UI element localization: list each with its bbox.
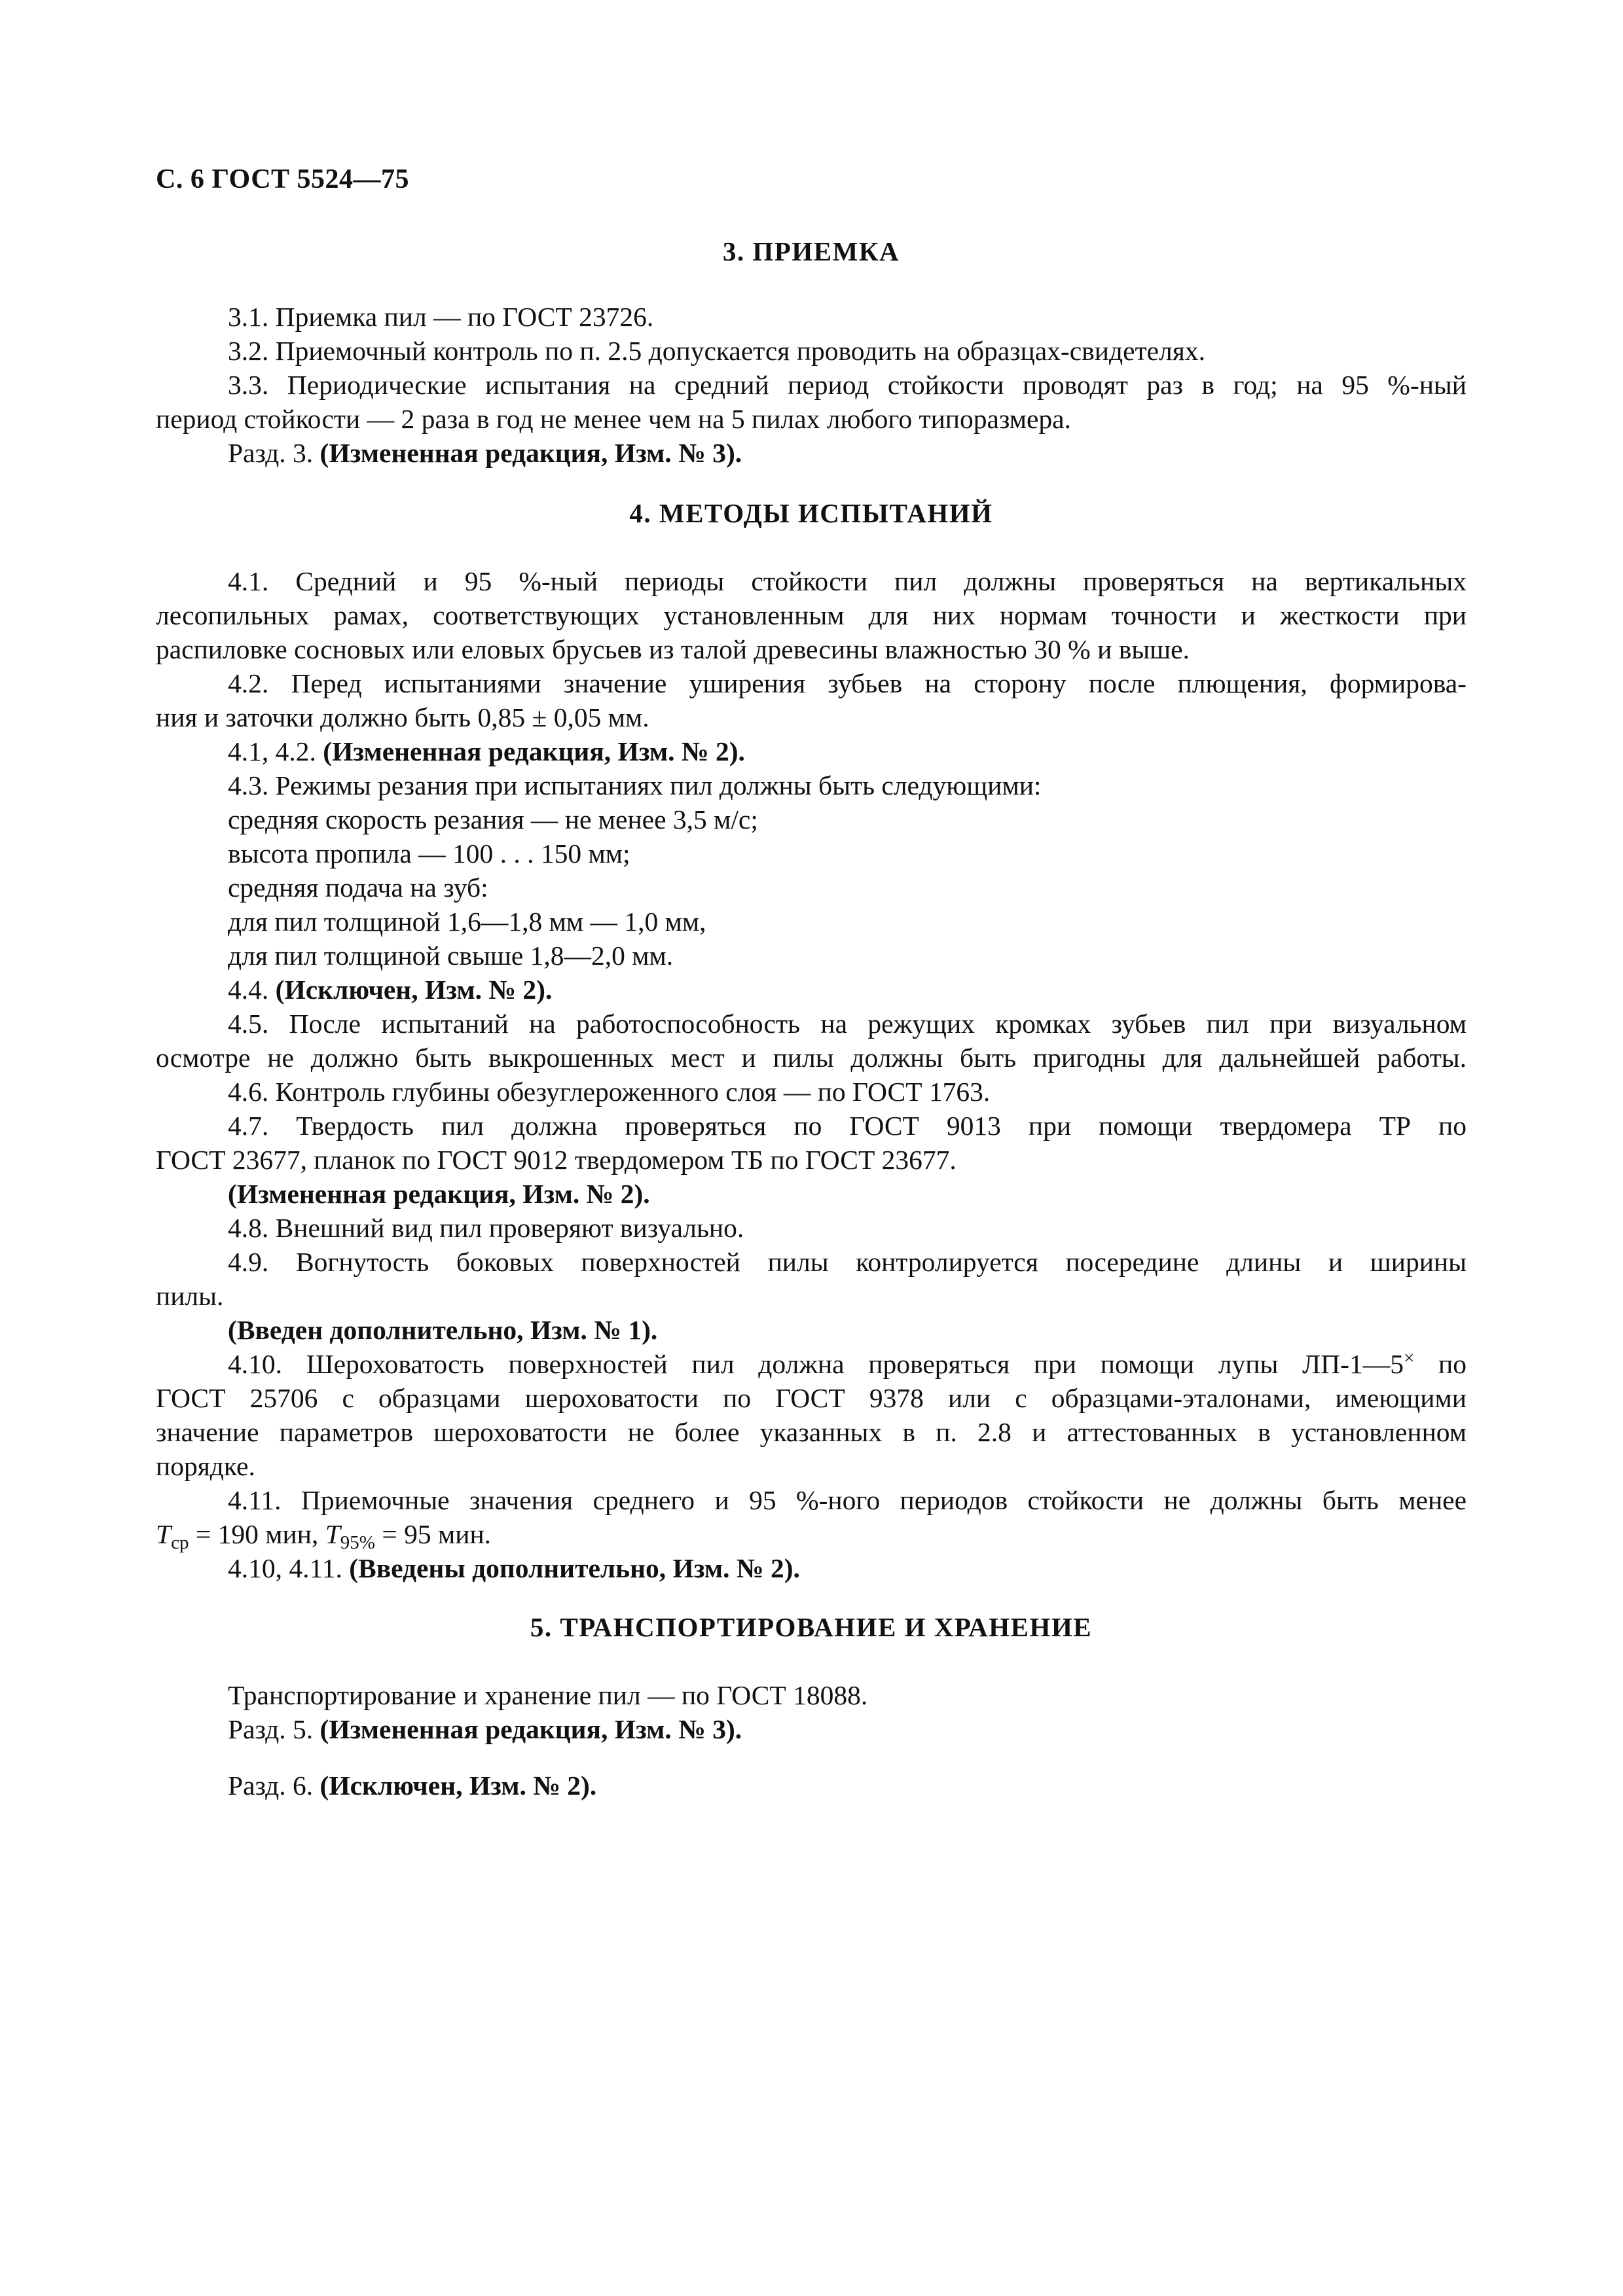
section-5-title: 5. ТРАНСПОРТИРОВАНИЕ И ХРАНЕНИЕ bbox=[530, 1612, 1093, 1642]
amendment-4-7: (Измененная редакция, Изм. № 2). bbox=[228, 1179, 650, 1209]
section-4-title: 4. МЕТОДЫ ИСПЫТАНИЙ bbox=[629, 498, 993, 528]
para-4-7-line-2: ГОСТ 23677, планок по ГОСТ 9012 твердомером ТБ по ГОСТ 23677. bbox=[156, 1145, 957, 1175]
amendment-prefix: 4.10, 4.11. bbox=[228, 1553, 342, 1583]
amendment-note: (Исключен, Изм. № 2). bbox=[319, 1770, 597, 1801]
para-4-3-item-thick: для пил толщиной свыше 1,8—2,0 мм. bbox=[228, 941, 674, 971]
para-4-11-line-2 bbox=[156, 1517, 1467, 1551]
para-4-3-item-speed: средняя скорость резания — не менее 3,5 м/с; bbox=[228, 804, 758, 834]
subscript-95: 95% bbox=[340, 1532, 375, 1553]
section-3-title: 3. ПРИЕМКА bbox=[722, 236, 900, 266]
symbol-t: T bbox=[325, 1519, 340, 1549]
para-4-1-line-2: лесопильных рамах, соответствующих установленным для них нормам точности и жесткости при bbox=[156, 600, 1467, 630]
para-number: 4.4. bbox=[228, 975, 269, 1005]
para-4-10-line-4: порядке. bbox=[156, 1451, 255, 1481]
amendment-note: (Измененная редакция, Изм. № 3). bbox=[319, 1714, 742, 1744]
para-4-5-line-1: 4.5. После испытаний на работоспособность на режущих кромках зубьев пил при визуальном bbox=[228, 1009, 1467, 1039]
para-4-1-line-1: 4.1. Средний и 95 %-ный периоды стойкости пил должны проверяться на вертикальных bbox=[228, 566, 1467, 596]
para-4-1-line-3: распиловке сосновых или еловых брусьев из талой древесины влажностью 30 % и выше. bbox=[156, 634, 1190, 664]
para-4-9-line-2: пилы. bbox=[156, 1281, 224, 1311]
amendment-prefix: Разд. 6. bbox=[228, 1770, 314, 1801]
para-4-6: 4.6. Контроль глубины обезуглероженного слоя — по ГОСТ 1763. bbox=[228, 1077, 991, 1107]
formula-text-end: = 95 мин. bbox=[374, 1519, 492, 1549]
para-4-3-item-thin: для пил толщиной 1,6—1,8 мм — 1,0 мм, bbox=[228, 906, 706, 937]
para-3-1: 3.1. Приемка пил — по ГОСТ 23726. bbox=[228, 302, 654, 332]
para-5: Транспортирование и хранение пил — по ГОСТ 18088. bbox=[228, 1680, 868, 1710]
para-4-10-line-3: значение параметров шероховатости не более указанных в п. 2.8 и аттестованных в установленном bbox=[156, 1417, 1467, 1447]
para-4-2-line-1: 4.2. Перед испытаниями значение уширения зубьев на сторону после плющения, формирова- bbox=[228, 668, 1467, 698]
para-4-4 bbox=[156, 973, 1467, 1007]
amendment-note: (Исключен, Изм. № 2). bbox=[275, 975, 553, 1005]
page-header: С. 6 ГОСТ 5524—75 bbox=[156, 164, 410, 194]
para-4-3: 4.3. Режимы резания при испытаниях пил должны быть следующими: bbox=[228, 770, 1042, 800]
amendment-4-1-4-2 bbox=[156, 734, 1467, 768]
para-4-3-item-height: высота пропила — 100 . . . 150 мм; bbox=[228, 838, 630, 869]
section-3-amendment bbox=[156, 436, 1467, 470]
para-4-11-line-1: 4.11. Приемочные значения среднего и 95 %-ного периодов стойкости не должны быть менее bbox=[228, 1485, 1467, 1515]
para-4-2-line-2: ния и заточки должно быть 0,85 ± 0,05 мм. bbox=[156, 702, 649, 732]
amendment-4-9: (Введен дополнительно, Изм. № 1). bbox=[228, 1315, 658, 1345]
amendment-prefix: 4.1, 4.2. bbox=[228, 736, 316, 766]
amendment-note: (Измененная редакция, Изм. № 3). bbox=[319, 438, 742, 468]
para-4-9-line-1: 4.9. Вогнутость боковых поверхностей пилы контролируется посередине длины и ширины bbox=[228, 1247, 1467, 1277]
amendment-note: (Измененная редакция, Изм. № 2). bbox=[323, 736, 745, 766]
amendment-4-10-4-11 bbox=[156, 1551, 1467, 1585]
section-6-note bbox=[156, 1768, 1467, 1803]
para-4-7-line-1: 4.7. Твердость пил должна проверяться по ГОСТ 9013 при помощи твердомера ТР по bbox=[228, 1111, 1467, 1141]
amendment-note: (Введены дополнительно, Изм. № 2). bbox=[349, 1553, 800, 1583]
subscript-avg: ср bbox=[171, 1532, 189, 1553]
symbol-t: T bbox=[156, 1519, 172, 1549]
para-4-10-text: 4.10. Шероховатость поверхностей пил должна проверяться при помощи лупы ЛП-1—5 bbox=[228, 1349, 1404, 1379]
para-3-2: 3.2. Приемочный контроль по п. 2.5 допускается проводить на образцах-свидетелях. bbox=[228, 336, 1205, 366]
para-4-10-text-end: по bbox=[1414, 1349, 1467, 1379]
para-4-8: 4.8. Внешний вид пил проверяют визуально. bbox=[228, 1213, 744, 1243]
section-5-amendment bbox=[156, 1712, 1467, 1746]
para-4-3-item-feed: средняя подача на зуб: bbox=[228, 872, 488, 903]
amendment-prefix: Разд. 5. bbox=[228, 1714, 314, 1744]
magnification-sign: × bbox=[1403, 1348, 1415, 1369]
para-3-3-line-2: период стойкости — 2 раза в год не менее чем на 5 пилах любого типоразмера. bbox=[156, 404, 1071, 434]
para-3-3-line-1: 3.3. Периодические испытания на средний период стойкости проводят раз в год; на 95 %-ный bbox=[228, 370, 1467, 400]
formula-text: = 190 мин, bbox=[189, 1519, 325, 1549]
para-4-10-line-1 bbox=[156, 1347, 1467, 1381]
amendment-prefix: Разд. 3. bbox=[228, 438, 314, 468]
para-4-10-line-2: ГОСТ 25706 с образцами шероховатости по ГОСТ 9378 или с образцами-эталонами, имеющими bbox=[156, 1383, 1467, 1413]
para-4-5-line-2: осмотре не должно быть выкрошенных мест и пилы должны быть пригодны для дальнейшей работы. bbox=[156, 1043, 1467, 1073]
